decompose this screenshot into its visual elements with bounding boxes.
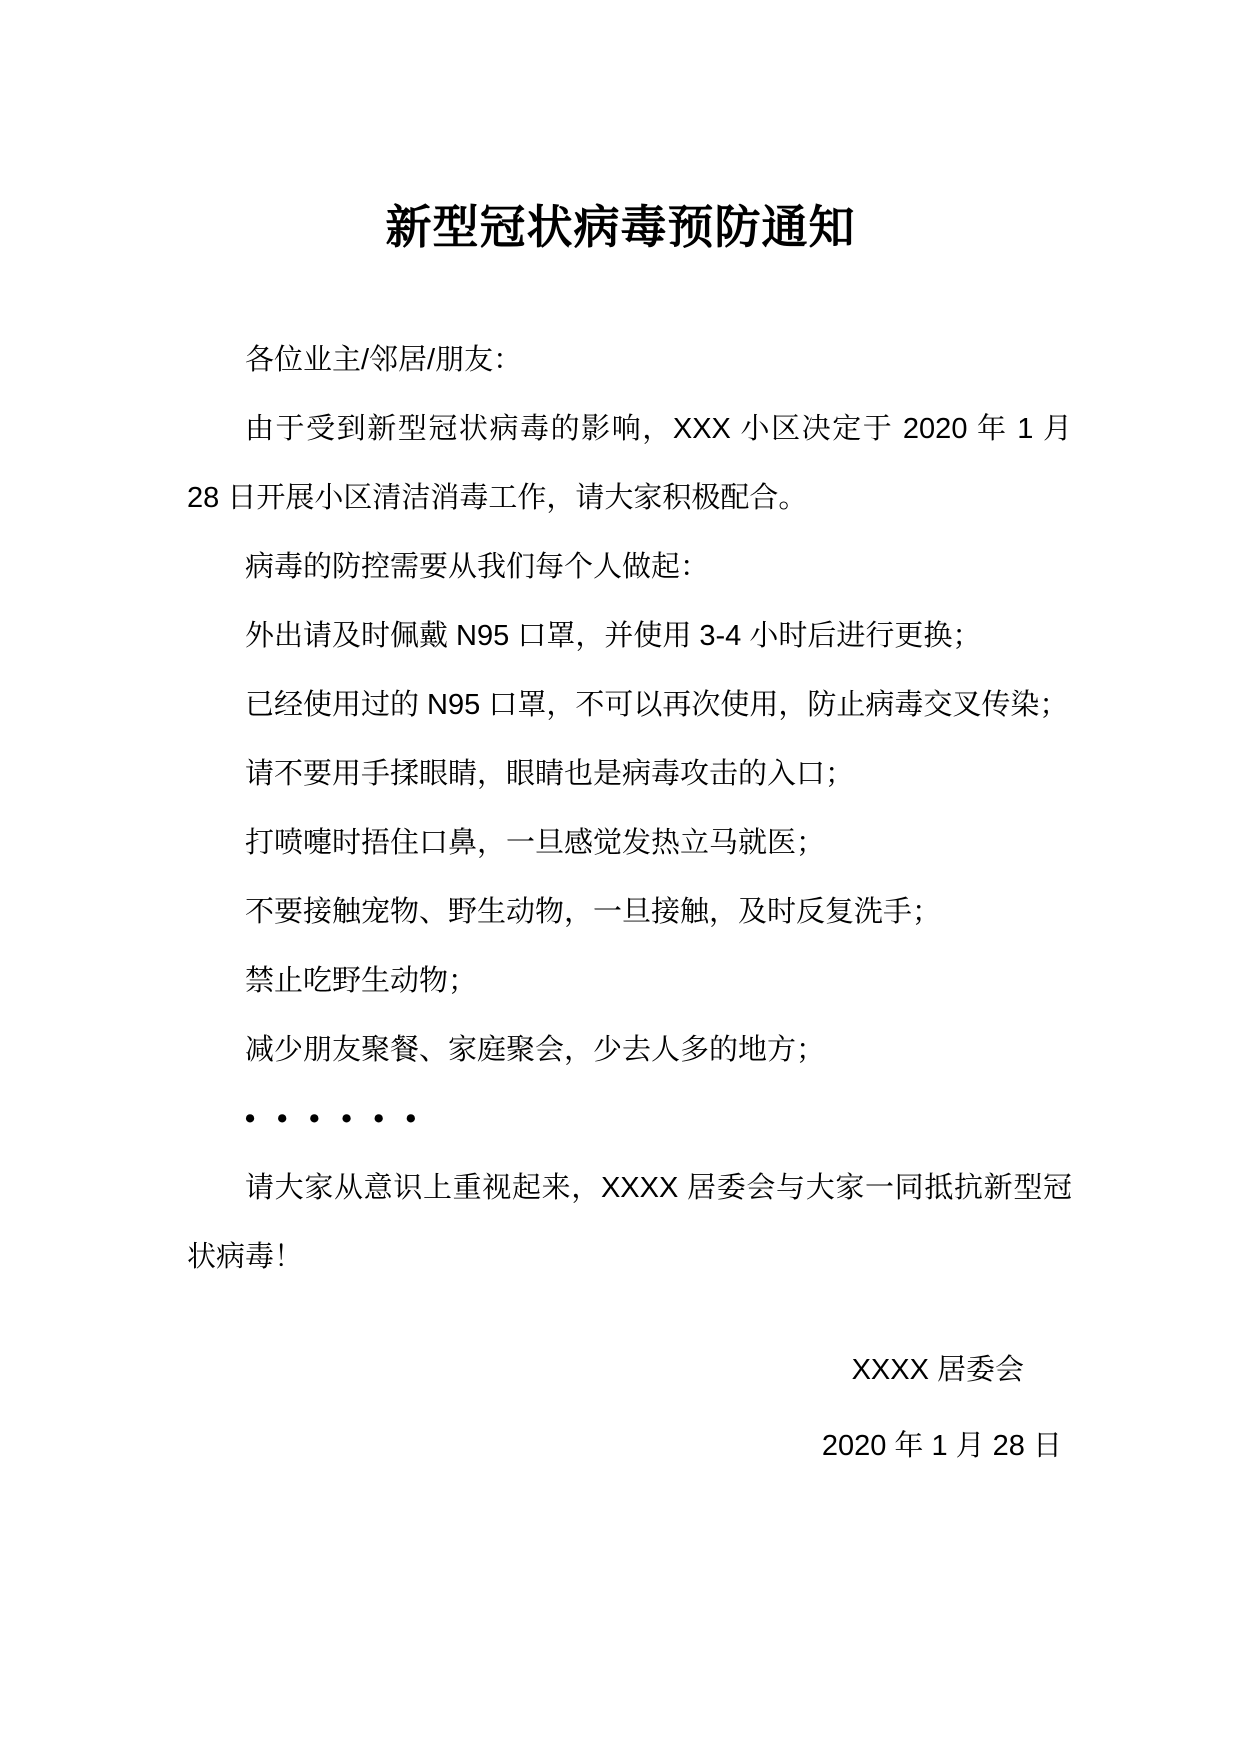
prevention-lead-line: 病毒的防控需要从我们每个人做起： [245,551,710,583]
prevention-item-sneeze: 打喷嚏时捂住口鼻，一旦感觉发热立马就医； [245,827,826,859]
prevention-item-eyes: 请不要用手揉眼睛，眼睛也是病毒攻击的入口； [245,758,855,790]
prevention-item-mask-reuse: 已经使用过的 N95 口罩，不可以再次使用，防止病毒交叉传染； [245,689,1069,721]
intro-paragraph: 由于受到新型冠状病毒的影响，XXX 小区决定于 2020 年 1 月 28 日开展小区清洁消毒工作，请大家积极配合。 [187,413,1072,514]
prevention-item-gatherings: 减少朋友聚餐、家庭聚会，少去人多的地方； [245,1034,826,1066]
prevention-item-wild-food: 禁止吃野生动物； [245,965,478,997]
signature-name: XXXX 居委会 [851,1354,1024,1386]
closing-paragraph: 请大家从意识上重视起来，XXXX 居委会与大家一同抵抗新型冠状病毒！ [187,1172,1072,1273]
signature-date: 2020 年 1 月 28 日 [821,1430,1062,1462]
prevention-item-animals: 不要接触宠物、野生动物，一旦接触，及时反复洗手； [245,896,942,928]
document-title: 新型冠状病毒预防通知 [385,202,856,253]
salutation-line: 各位业主/邻居/朋友： [245,344,523,376]
ellipsis-line: •••••• [245,1103,438,1135]
signature-block [187,1332,1072,1484]
document-body [187,326,1072,1484]
prevention-item-mask-wear: 外出请及时佩戴 N95 口罩，并使用 3-4 小时后进行更换； [245,620,982,652]
